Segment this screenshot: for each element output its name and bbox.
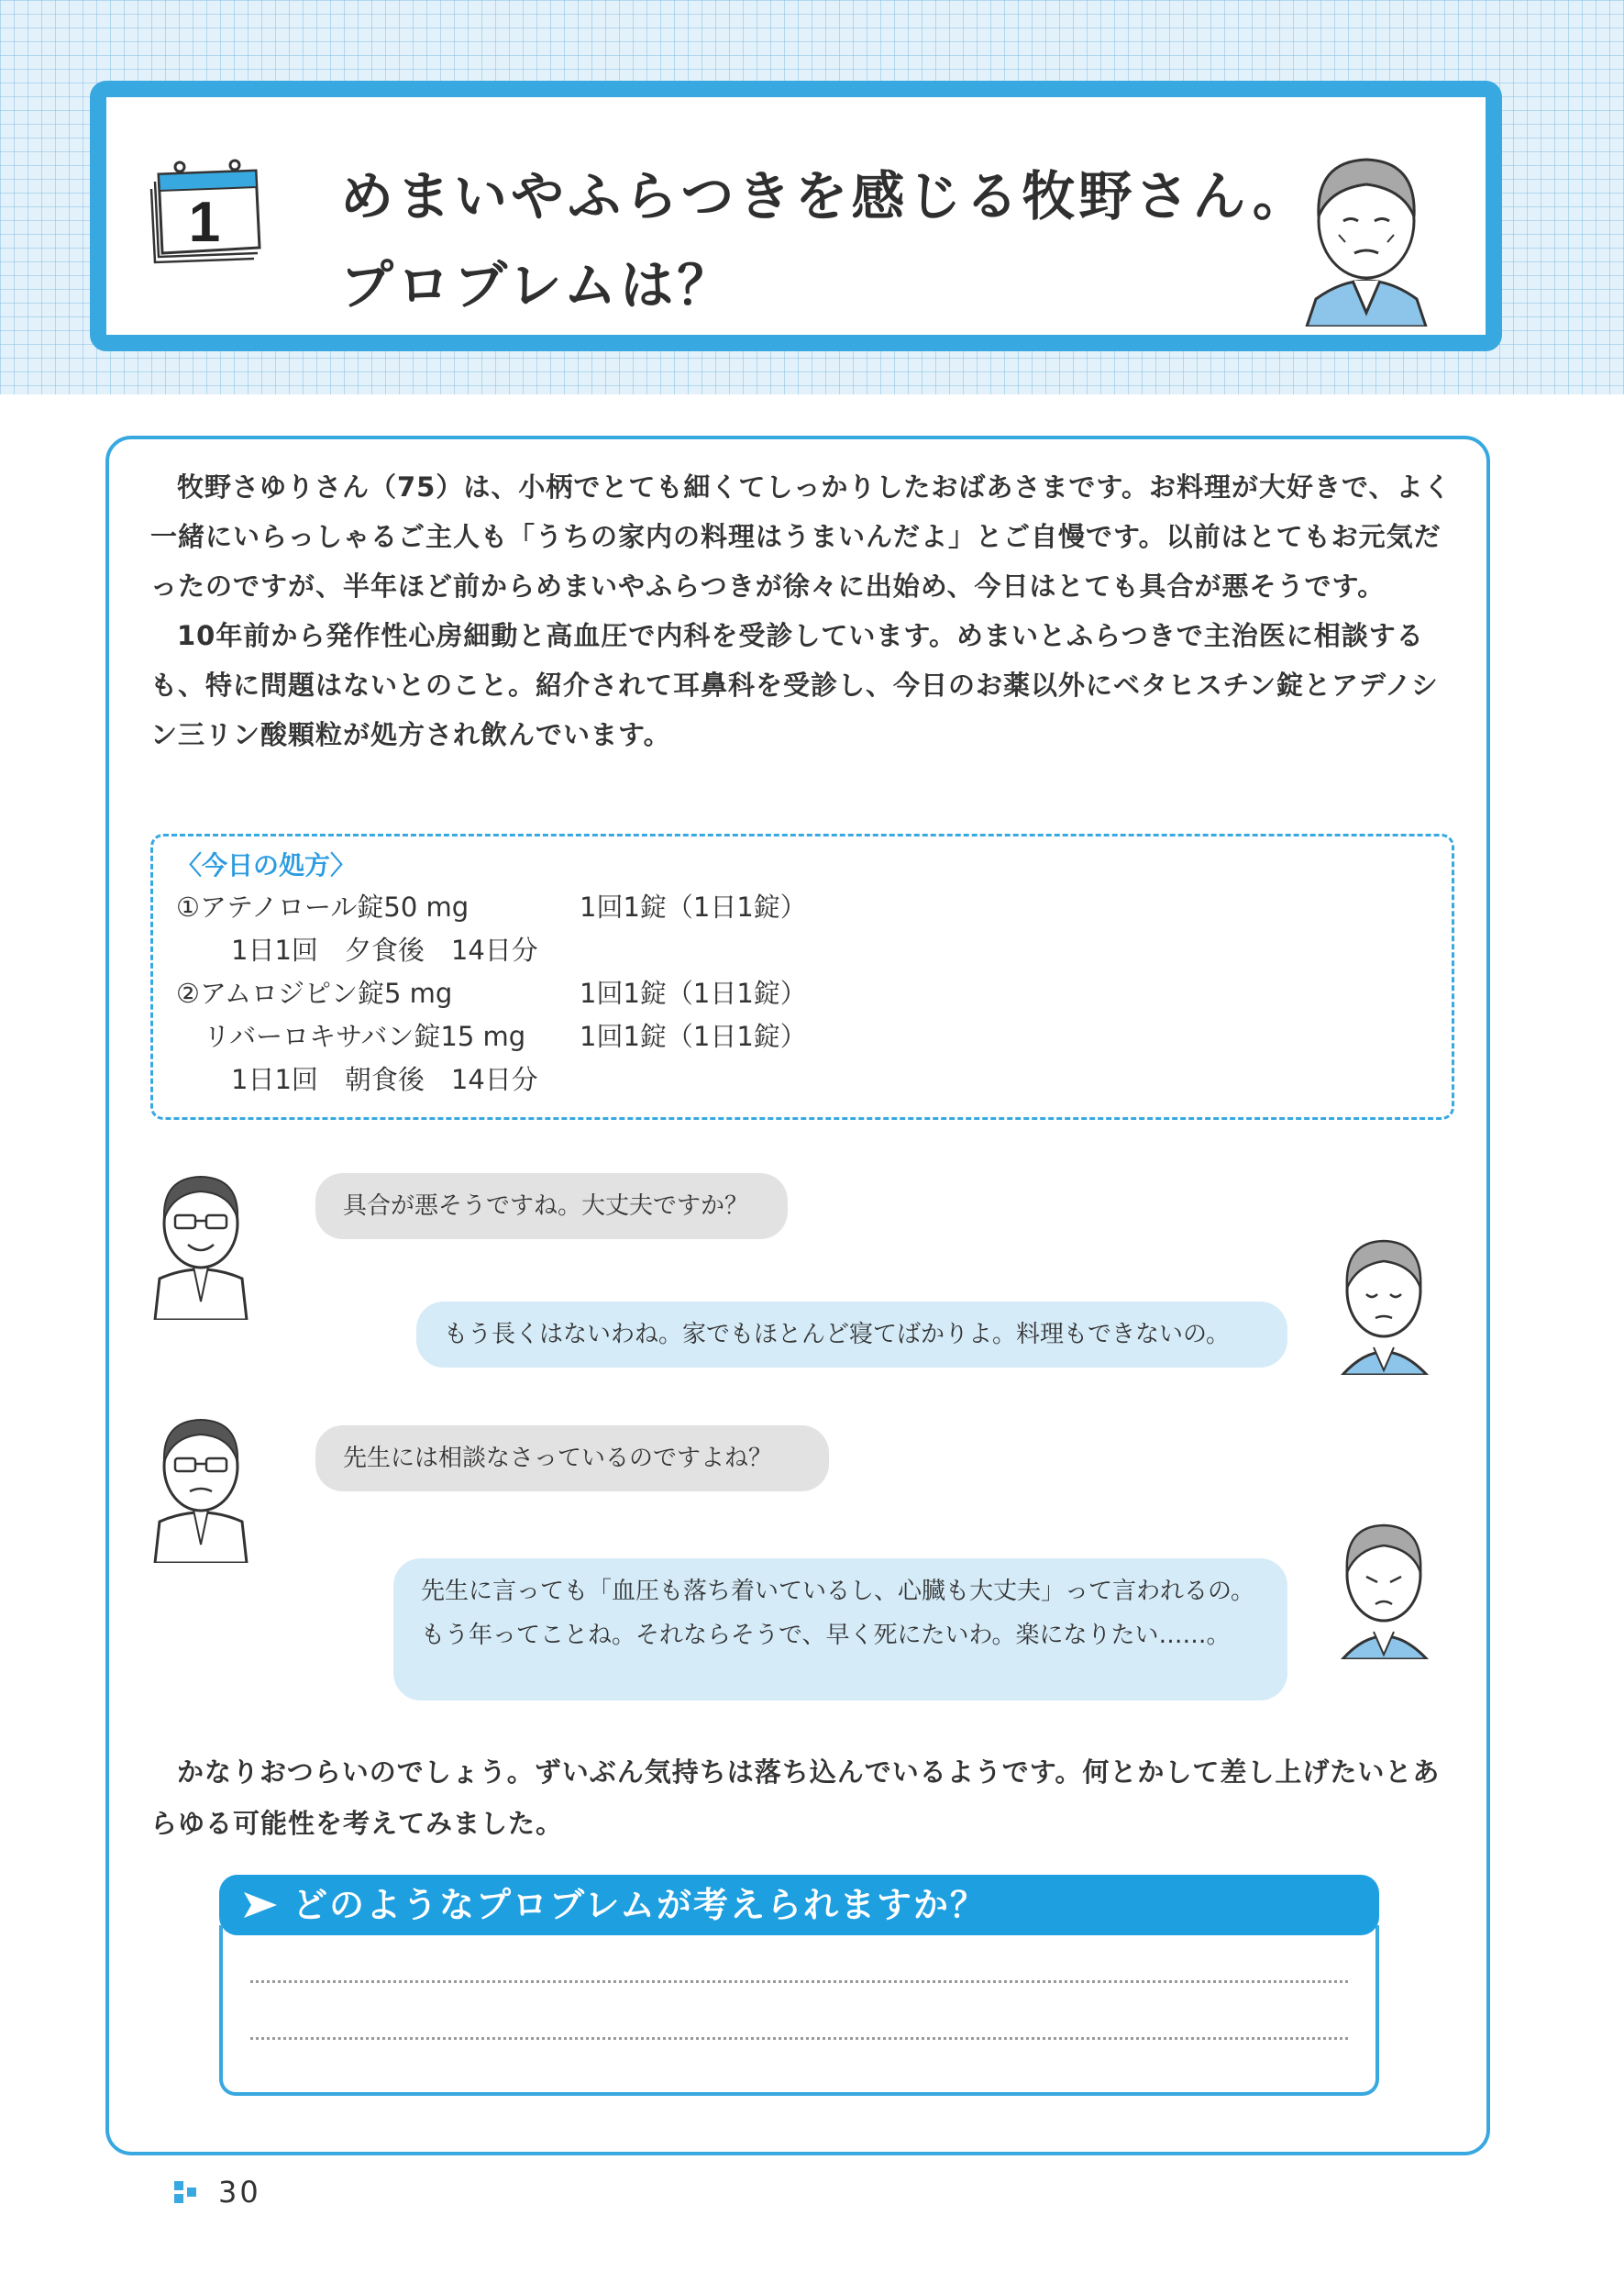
prescription-title: 〈今日の処方〉 (176, 850, 357, 881)
intro-paragraph-2: 10年前から発作性心房細動と高血圧で内科を受診しています。めまいとふらつきで主治医に相談するも、特に問題はないとのこと。紹介されて耳鼻科を受診し、今日のお薬以外にベタヒスチン錠とアデノシン三リン酸顆粒が処方され飲んでいます。 (150, 620, 1439, 750)
page-title (340, 152, 1309, 330)
answer-area[interactable] (219, 1925, 1379, 2096)
dialogue-text: 先生に言っても「血圧も落ち着いているし、心臓も大丈夫」って言われるの。もう年ってことね。それならそうで、早く死にたいわ。楽になりたい……。 (421, 1578, 1254, 1649)
dosing-schedule: 1日1回 朝食後 14日分 (231, 1064, 538, 1095)
question-text: どのようなプロブレムが考えられますか？ (293, 1885, 987, 1925)
title-line-1: めまいやふらつきを感じる牧野さん。 (340, 165, 1309, 227)
page-marker-icon (174, 2181, 205, 2209)
prescription-box (150, 834, 1454, 1120)
title-line-2: プロブレムは？ (340, 254, 735, 316)
dialogue-text: 具合が悪そうですね。大丈夫ですか？ (343, 1192, 749, 1220)
speech-bubble (315, 1173, 788, 1239)
prescription-row (176, 972, 1429, 1015)
intro-paragraph-1: 牧野さゆりさん（75）は、小柄でとても細くてしっかりしたおばあさまです。お料理が大好きで、よく一緒にいらっしゃるご主人も「うちの家内の料理はうまいんだよ」とご自慢です。以前はとてもお元気だったのですが、半年ほど前からめまいやふらつきが徐々に出始め、今日はとても具合が悪そうです。 (150, 471, 1452, 602)
answer-line (250, 1980, 1348, 1983)
drug-name: リバーロキサバン錠15 mg (204, 1021, 526, 1052)
case-number: 1 (188, 191, 221, 254)
calendar-icon (148, 145, 276, 264)
closing-paragraph: かなりおつらいのでしょう。ずいぶん気持ちは落ち込んでいるようです。何とかして差し上げたいとあらゆる可能性を考えてみました。 (150, 1756, 1441, 1839)
case-content-box (105, 436, 1490, 2155)
speech-bubble (393, 1558, 1287, 1700)
arrow-right-icon (242, 1890, 279, 1920)
speech-bubble (315, 1425, 829, 1491)
speech-bubble (416, 1302, 1287, 1368)
dialogue-text: 先生には相談なさっているのですよね？ (343, 1445, 773, 1472)
drug-name: ①アテノロール錠50 mg (176, 892, 470, 923)
dosing-schedule: 1日1回 夕食後 14日分 (231, 935, 538, 966)
drug-dose: 1回1錠（1日1錠） (580, 892, 807, 923)
drug-dose: 1回1錠（1日1錠） (580, 1021, 807, 1052)
dialogue-text: もう長くはないわね。家でもほとんど寝てばかりよ。料理もできないの。 (444, 1321, 1230, 1348)
prescription-row (176, 1015, 1429, 1058)
pharmacist-illustration (146, 1164, 256, 1320)
page-number-text: 30 (218, 2175, 261, 2210)
prescription-row (176, 886, 1429, 929)
pharmacist-illustration (146, 1407, 256, 1563)
drug-name: ②アムロジピン錠5 mg (176, 978, 453, 1009)
answer-line (250, 2037, 1348, 2040)
case-header (90, 81, 1502, 351)
case-intro (150, 462, 1453, 759)
prescription-row (176, 1058, 1429, 1102)
drug-dose: 1回1錠（1日1錠） (580, 978, 807, 1009)
patient-illustration (1288, 134, 1444, 327)
prescription-row (176, 929, 1429, 972)
patient-illustration (1324, 1219, 1443, 1375)
patient-illustration (1324, 1503, 1443, 1659)
